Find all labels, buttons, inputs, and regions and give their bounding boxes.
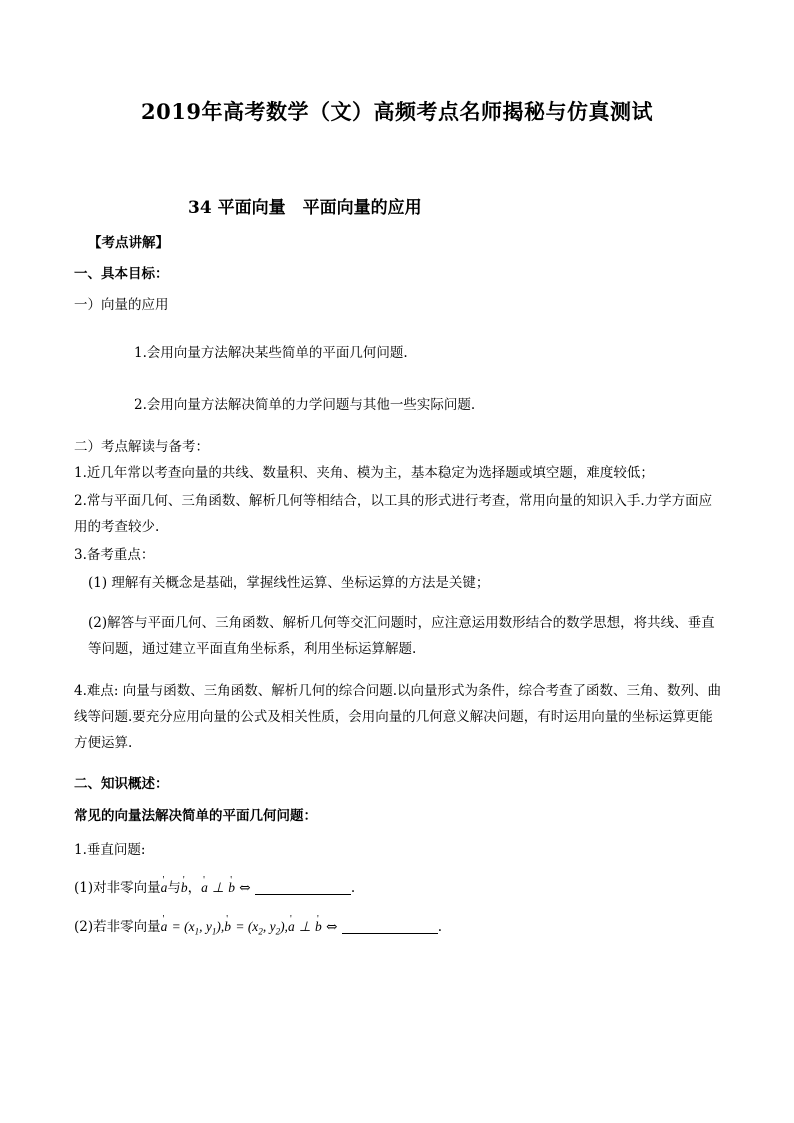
coords-b-open: = (x xyxy=(235,919,259,934)
iff-symbol: ⇔ xyxy=(239,880,251,896)
q2-prefix: (2)若非零向量 xyxy=(74,919,161,935)
vector-a: ' a xyxy=(161,880,168,895)
coords-a-close: ), xyxy=(216,919,225,934)
q1-comma: ， xyxy=(187,880,202,896)
paragraph-3-2: (2)解答与平面几何、三角函数、解析几何等交汇问题时，应注意运用数形结合的数学思想，将共线、垂直等问题，通过建立平面直角坐标系，利用坐标运算解题. xyxy=(88,615,715,657)
question-1 xyxy=(74,878,355,898)
common-heading: 常见的向量法解决简单的平面几何问题： xyxy=(74,808,317,824)
coords-b-close: ), xyxy=(280,919,288,934)
paragraph-1: 1.近几年常以考查向量的共线、数量积、夹角、模为主，基本稳定为选择题或填空题，难度较低； xyxy=(74,465,654,481)
target-item-1: 1.会用向量方法解决某些简单的平面几何问题. xyxy=(134,345,408,361)
coords-a-comma: , y xyxy=(199,919,212,934)
iff-symbol: ⇔ xyxy=(326,919,338,935)
question-2 xyxy=(74,917,442,942)
paragraph-3-1: (1) 理解有关概念是基础，掌握线性运算、坐标运算的方法是关键； xyxy=(88,575,490,591)
perp-symbol: ⊥ xyxy=(212,880,224,895)
coords-a-open: = (x xyxy=(171,919,195,934)
kaodian-heading: 【考点讲解】 xyxy=(88,235,169,251)
vector-b: ' b xyxy=(224,919,231,934)
sub1-heading: 一）向量的应用 xyxy=(74,297,169,313)
vector-b: ' b xyxy=(315,919,322,934)
vector-b: ' b xyxy=(181,880,188,895)
q1-and: 与 xyxy=(167,880,181,896)
document-title: 2019年高考数学（文）高频考点名师揭秘与仿真测试 xyxy=(141,99,653,124)
perp-heading: 1.垂直问题: xyxy=(74,842,146,858)
vector-a: ' a xyxy=(201,880,208,895)
answer-blank-2[interactable] xyxy=(342,919,438,934)
period: . xyxy=(350,880,356,896)
subscript: 1 xyxy=(211,926,217,937)
coords-b-comma: , y xyxy=(262,919,276,934)
vector-b: ' b xyxy=(228,880,235,895)
paragraph-4: 4.难点: 向量与函数、三角函数、解析几何的综合问题.以向量形式为条件，综合考查了函数、三角、数列、曲线等问题.要充分应用向量的公式及相关性质，会用向量的几何意义解决问题，有时运用向量的坐标运算更能方便运算. xyxy=(74,683,722,751)
vector-a: ' a xyxy=(161,919,168,934)
target-heading: 一、具本目标： xyxy=(74,266,169,282)
vector-a: ' a xyxy=(288,919,295,934)
section-title: 34 平面向量 平面向量的应用 xyxy=(188,198,422,218)
subscript: 2 xyxy=(258,926,263,937)
subscript: 2 xyxy=(275,926,281,937)
target-item-2: 2.会用向量方法解决简单的力学问题与其他一些实际问题. xyxy=(134,397,476,413)
knowledge-heading: 二、知识概述： xyxy=(74,776,169,792)
perp-symbol: ⊥ xyxy=(298,919,311,934)
paragraph-3: 3.备考重点： xyxy=(74,547,155,563)
sub2-heading: 二）考点解读与备考： xyxy=(74,439,209,455)
answer-blank-1[interactable] xyxy=(255,880,351,895)
period: . xyxy=(437,919,442,935)
q1-prefix: (1)对非零向量 xyxy=(74,880,161,896)
paragraph-2: 2.常与平面几何、三角函数、解析几何等相结合，以工具的形式进行考查，常用向量的知识入手.力学方面应用的考查较少. xyxy=(74,493,713,535)
subscript: 1 xyxy=(194,926,200,937)
